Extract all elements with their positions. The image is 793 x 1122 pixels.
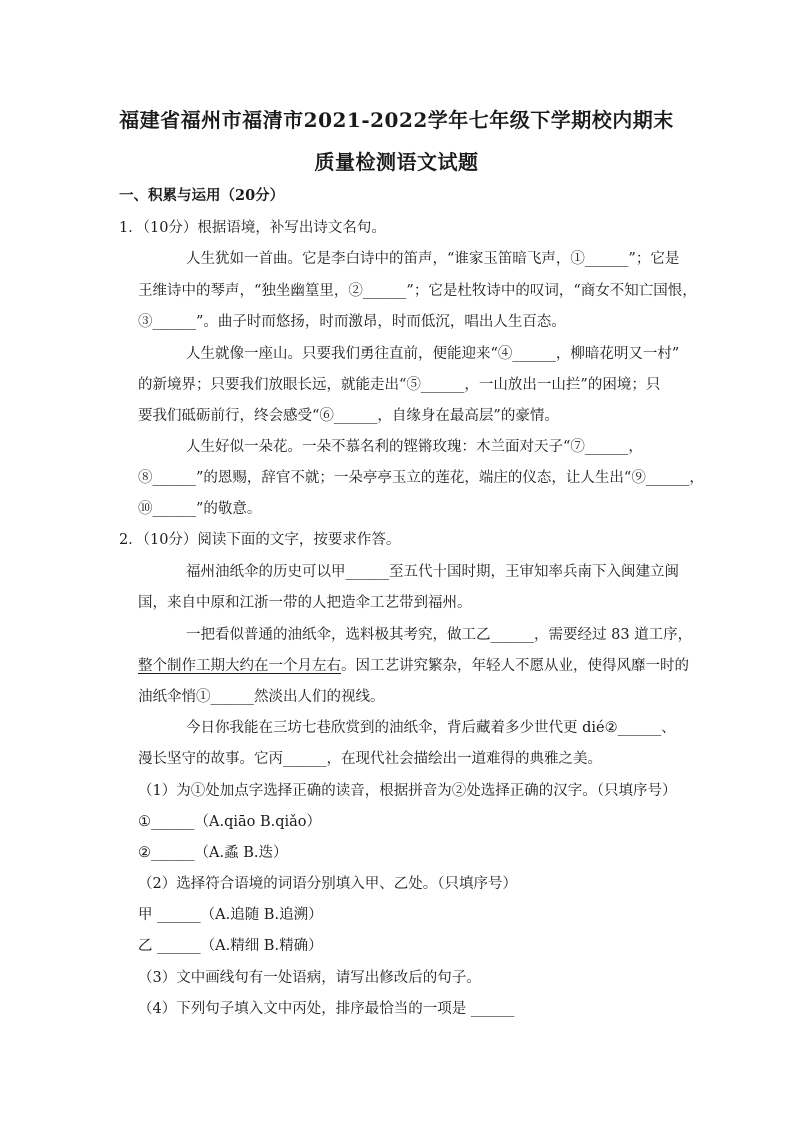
q2-p2-line2-rest: 。因工艺讲究繁杂，年轻人不愿从业，使得风靡一时的: [341, 658, 689, 674]
q1-p1-line3: ③______”。曲子时而悠扬，时而激昂，时而低沉，唱出人生百态。: [138, 314, 566, 330]
exam-title-line2: 质量检测语文试题: [314, 150, 479, 174]
q1-p2-line3: 要我们砥砺前行，终会感受“⑥______，自缘身在最高层”的豪情。: [138, 408, 559, 424]
q2-p3-line1: 今日你我能在三坊七巷欣赏到的油纸伞，背后藏着多少世代更 dié②______、: [186, 720, 676, 736]
q1-heading: 1．（10分）根据语境，补写出诗文名句。: [119, 220, 386, 236]
exam-title-line1: 福建省福州市福清市2021-2022学年七年级下学期校内期末: [119, 108, 674, 132]
q1-p3-line2: ⑧______”的恩赐，辞官不就；一朵亭亭玉立的莲花，端庄的仪态，让人生出“⑨______，: [138, 470, 704, 486]
q2-sub4-prompt: （4）下列句子填入文中丙处，排序最恰当的一项是 ______: [138, 1001, 515, 1017]
q2-p1-line1: 福州油纸伞的历史可以甲______至五代十国时期，王审知率兵南下入闽建立闽: [186, 564, 679, 580]
q2-p2-line1: 一把看似普通的油纸伞，选料极其考究，做工乙______，需要经过 83 道工序，: [186, 627, 693, 643]
q2-heading: 2．（10分）阅读下面的文字，按要求作答。: [119, 532, 401, 548]
q2-sub1-option-b: ②______（A.蟊 B.迭）: [138, 845, 288, 861]
q1-p2-line2: 的新境界；只要我们放眼长远，就能走出“⑤______，一山放出一山拦”的困境；只: [138, 377, 661, 393]
q2-p3-line2: 漫长坚守的故事。它丙______，在现代社会描绘出一道难得的典雅之美。: [138, 751, 602, 767]
q2-sub2-option-a: 甲 ______（A.追随 B.追溯）: [138, 907, 323, 923]
q2-p1-line2: 国，来自中原和江浙一带的人把造伞工艺带到福州。: [138, 595, 472, 611]
q1-p1-line1: 人生犹如一首曲。它是李白诗中的笛声，“谁家玉笛暗飞声，①______”；它是: [186, 251, 680, 267]
q2-p2-line3: 油纸伞悄①______然淡出人们的视线。: [138, 689, 385, 705]
q2-sub3-prompt: （3）文中画线句有一处语病，请写出修改后的句子。: [138, 970, 481, 986]
q1-p3-line1: 人生好似一朵花。一朵不慕名利的铿锵玫瑰：木兰面对天子“⑦______，: [186, 439, 643, 455]
q1-p1-line2: 王维诗中的琴声，“独坐幽篁里，②______”；它是杜牧诗中的叹词，“商女不知亡国恨，: [138, 283, 697, 299]
underlined-sentence: 整个制作工期大约在一个月左右: [138, 658, 341, 674]
q2-sub2-option-b: 乙 ______（A.精细 B.精确）: [138, 938, 323, 954]
q2-sub1-prompt: （1）为①处加点字选择正确的读音，根据拼音为②处选择正确的汉字。（只填序号）: [138, 783, 677, 799]
section-heading: 一、积累与运用（20分）: [119, 187, 285, 204]
q2-sub2-prompt: （2）选择符合语境的词语分别填入甲、乙处。（只填序号）: [138, 876, 517, 892]
q1-p3-line3: ⑩______”的敬意。: [138, 501, 262, 517]
q1-p2-line1: 人生就像一座山。只要我们勇往直前，便能迎来“④______，柳暗花明又一村”: [186, 346, 680, 362]
q2-sub1-option-a: ①______（A.qiāo B.qiǎo）: [138, 814, 322, 830]
q2-p2-line2: [138, 656, 689, 676]
